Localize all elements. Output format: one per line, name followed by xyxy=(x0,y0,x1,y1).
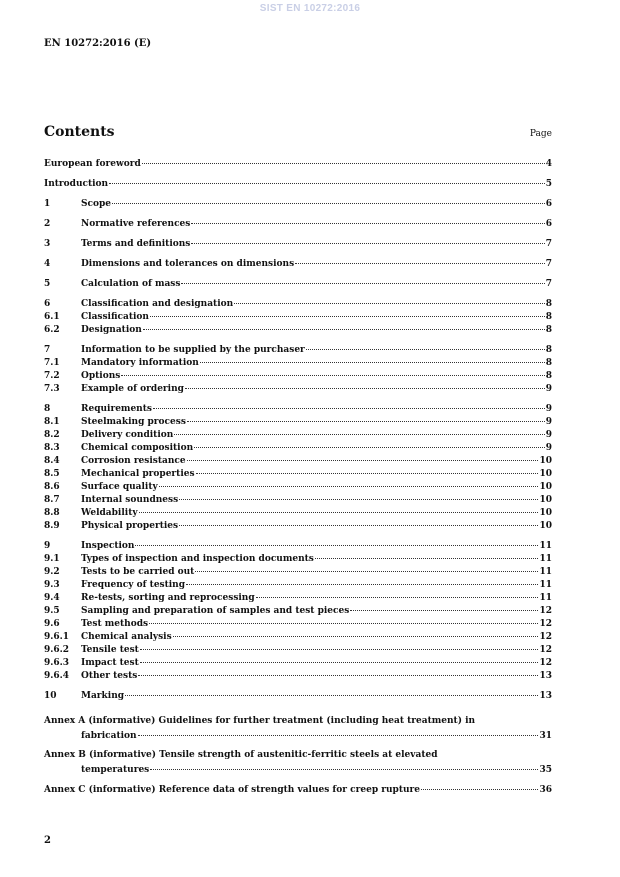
toc-leader-dots xyxy=(187,451,539,461)
toc-entry-title: Dimensions and tolerances on dimensions xyxy=(81,259,295,269)
toc-entry-number: 7.1 xyxy=(44,358,60,368)
toc-entry-page: 9 xyxy=(545,430,552,440)
toc-leader-dots xyxy=(421,780,538,790)
toc-entry-title: Normative references xyxy=(81,219,191,229)
toc-leader-dots xyxy=(150,307,545,317)
toc-entry-title: Classification and designation xyxy=(81,299,234,309)
toc-entry-title: Chemical analysis xyxy=(81,632,172,642)
annex-page: 35 xyxy=(539,765,552,775)
toc-entry-page: 8 xyxy=(545,299,552,309)
toc-leader-dots xyxy=(138,666,538,676)
toc-entry[interactable] xyxy=(44,381,552,394)
toc-entry-title: Options xyxy=(81,371,121,381)
toc-entry-number: 4 xyxy=(44,259,51,269)
toc-entry-page: 6 xyxy=(545,199,552,209)
toc-leader-dots xyxy=(194,438,545,448)
toc-entry-number: 9.4 xyxy=(44,593,60,603)
toc-leader-dots xyxy=(159,477,539,487)
toc-entry-title: Corrosion resistance xyxy=(81,456,186,466)
toc-entry-number: 8.3 xyxy=(44,443,60,453)
toc-entry-title: Mandatory information xyxy=(81,358,199,368)
toc-entry-page: 12 xyxy=(539,632,552,642)
toc-entry-page: 9 xyxy=(545,384,552,394)
toc-entry-title: Other tests xyxy=(81,671,138,681)
toc-entry-title: Types of inspection and inspection documents xyxy=(81,554,314,564)
toc-entry-page: 8 xyxy=(545,345,552,355)
toc-entry-number: 1 xyxy=(44,199,51,209)
toc-entry-number: 10 xyxy=(44,691,57,701)
toc-leader-dots xyxy=(191,214,544,224)
toc-entry-number: 8.1 xyxy=(44,417,60,427)
toc-entry-number: 7.2 xyxy=(44,371,60,381)
toc-entry-page: 13 xyxy=(539,691,552,701)
toc-leader-dots xyxy=(135,536,538,546)
toc-entry[interactable] xyxy=(44,518,552,531)
toc-leader-dots xyxy=(196,464,539,474)
toc-entry-number: 9 xyxy=(44,541,51,551)
toc-entry-number: 8.7 xyxy=(44,495,60,505)
toc-leader-dots xyxy=(179,516,538,526)
toc-leader-dots xyxy=(150,760,538,770)
annex-entry[interactable] xyxy=(44,782,552,795)
document-id: EN 10272:2016 (E) xyxy=(44,38,152,49)
toc-entry-title: Designation xyxy=(81,325,142,335)
annex-entry[interactable] xyxy=(44,728,552,741)
toc-entry-page: 9 xyxy=(545,417,552,427)
toc-entry-title: Introduction xyxy=(44,179,109,189)
toc-leader-dots xyxy=(256,588,539,598)
toc-entry-number: 8.9 xyxy=(44,521,60,531)
toc-leader-dots xyxy=(200,353,545,363)
toc-entry[interactable] xyxy=(44,668,552,681)
toc-leader-dots xyxy=(186,575,538,585)
toc-entry-number: 6.2 xyxy=(44,325,60,335)
toc-leader-dots xyxy=(140,640,539,650)
toc-entry-page: 5 xyxy=(545,179,552,189)
toc-entry-number: 7.3 xyxy=(44,384,60,394)
watermark: SIST EN 10272:2016 xyxy=(259,3,361,14)
toc-entry-title: Requirements xyxy=(81,404,152,414)
toc-entry-page: 10 xyxy=(539,508,552,518)
toc-entry-title: Scope xyxy=(81,199,112,209)
toc-leader-dots xyxy=(173,627,539,637)
toc-leader-dots xyxy=(306,340,545,350)
toc-entry-page: 11 xyxy=(539,593,552,603)
page-number: 2 xyxy=(44,835,51,846)
toc-entry-number: 9.6 xyxy=(44,619,60,629)
contents-title: Contents xyxy=(44,124,115,140)
toc-entry-page: 9 xyxy=(545,443,552,453)
toc-leader-dots xyxy=(138,726,539,736)
annex-page: 31 xyxy=(539,731,552,741)
toc-entry-number: 9.5 xyxy=(44,606,60,616)
toc-entry-number: 6 xyxy=(44,299,51,309)
toc-entry-title: Example of ordering xyxy=(81,384,184,394)
toc-entry[interactable] xyxy=(44,176,552,189)
toc-entry-page: 8 xyxy=(545,371,552,381)
toc-entry-number: 9.6.2 xyxy=(44,645,70,655)
toc-entry-page: 8 xyxy=(545,358,552,368)
toc-entry-title: Delivery condition xyxy=(81,430,174,440)
toc-entry-number: 8.6 xyxy=(44,482,60,492)
toc-entry-page: 10 xyxy=(539,521,552,531)
toc-entry-title: Steelmaking process xyxy=(81,417,186,427)
toc-entry-page: 7 xyxy=(545,279,552,289)
toc-leader-dots xyxy=(174,425,544,435)
toc-entry-page: 6 xyxy=(545,219,552,229)
toc-entry-page: 10 xyxy=(539,456,552,466)
toc-leader-dots xyxy=(142,154,545,164)
toc-entry-title: Terms and definitions xyxy=(81,239,191,249)
toc-leader-dots xyxy=(149,614,538,624)
toc-entry-page: 11 xyxy=(539,580,552,590)
toc-entry-page: 10 xyxy=(539,482,552,492)
toc-leader-dots xyxy=(139,503,539,513)
toc-entry-page: 10 xyxy=(539,495,552,505)
toc-leader-dots xyxy=(195,562,538,572)
toc-leader-dots xyxy=(295,254,545,264)
toc-entry-number: 5 xyxy=(44,279,51,289)
toc-leader-dots xyxy=(187,412,545,422)
annex-title-line: Annex A (informative) Guidelines for further treatment (including heat treatment) in xyxy=(44,716,476,726)
toc-entry[interactable] xyxy=(44,688,552,701)
toc-entry-page: 11 xyxy=(539,567,552,577)
toc-entry-number: 9.6.1 xyxy=(44,632,70,642)
toc-entry-title: Marking xyxy=(81,691,125,701)
toc-leader-dots xyxy=(140,653,539,663)
toc-entry-page: 7 xyxy=(545,259,552,269)
toc-entry[interactable] xyxy=(44,156,552,169)
toc-entry-number: 8.4 xyxy=(44,456,60,466)
toc-entry-page: 12 xyxy=(539,606,552,616)
toc-leader-dots xyxy=(143,320,545,330)
annex-entry[interactable] xyxy=(44,762,552,775)
toc-leader-dots xyxy=(109,174,545,184)
toc-entry-title: Physical properties xyxy=(81,521,179,531)
toc-entry[interactable] xyxy=(44,196,552,209)
toc-entry-page: 7 xyxy=(545,239,552,249)
annex-page: 36 xyxy=(539,785,552,795)
toc-entry-title: Information to be supplied by the purchaser xyxy=(81,345,305,355)
toc-entry-title: Test methods xyxy=(81,619,149,629)
annex-title: fabrication xyxy=(81,731,137,741)
toc-leader-dots xyxy=(112,194,545,204)
toc-entry-page: 11 xyxy=(539,554,552,564)
toc-entry-number: 8.5 xyxy=(44,469,60,479)
toc-entry-page: 12 xyxy=(539,619,552,629)
toc-entry-title: Calculation of mass xyxy=(81,279,181,289)
toc-entry-page: 11 xyxy=(539,541,552,551)
toc-leader-dots xyxy=(191,234,544,244)
toc-leader-dots xyxy=(153,399,545,409)
toc-entry-title: Chemical composition xyxy=(81,443,194,453)
toc-leader-dots xyxy=(121,366,544,376)
toc-entry-page: 12 xyxy=(539,658,552,668)
toc-entry-title: Classification xyxy=(81,312,149,322)
toc-leader-dots xyxy=(181,274,544,284)
toc-entry-title: Surface quality xyxy=(81,482,158,492)
toc-entry-title: Weldability xyxy=(81,508,138,518)
toc-entry-number: 7 xyxy=(44,345,51,355)
toc-entry-number: 9.3 xyxy=(44,580,60,590)
annex-title: temperatures xyxy=(81,765,150,775)
toc-entry-number: 8.8 xyxy=(44,508,60,518)
toc-entry-page: 8 xyxy=(545,325,552,335)
toc-entry-page: 9 xyxy=(545,404,552,414)
toc-entry-page: 10 xyxy=(539,469,552,479)
toc-entry-page: 8 xyxy=(545,312,552,322)
toc-entry-title: Re-tests, sorting and reprocessing xyxy=(81,593,255,603)
toc-leader-dots xyxy=(125,686,538,696)
toc-entry-page: 12 xyxy=(539,645,552,655)
toc-entry-page: 13 xyxy=(539,671,552,681)
toc-leader-dots xyxy=(350,601,538,611)
toc-leader-dots xyxy=(185,379,545,389)
toc-leader-dots xyxy=(234,294,545,304)
toc-entry-number: 9.6.3 xyxy=(44,658,70,668)
toc-entry[interactable] xyxy=(44,276,552,289)
toc-entry-number: 9.2 xyxy=(44,567,60,577)
toc-entry-title: Internal soundness xyxy=(81,495,179,505)
toc-entry-number: 3 xyxy=(44,239,51,249)
toc-entry-title: Inspection xyxy=(81,541,135,551)
toc-entry-number: 6.1 xyxy=(44,312,60,322)
annex-title: Annex C (informative) Reference data of strength values for creep rupture xyxy=(44,785,421,795)
toc-entry-title: Tensile test xyxy=(81,645,139,655)
toc-entry-title: Tests to be carried out xyxy=(81,567,195,577)
toc-entry[interactable] xyxy=(44,216,552,229)
toc-entry-number: 9.1 xyxy=(44,554,60,564)
toc-entry-title: European foreword xyxy=(44,159,141,169)
toc-entry-title: Frequency of testing xyxy=(81,580,186,590)
toc-entry-title: Sampling and preparation of samples and test pieces xyxy=(81,606,350,616)
annex-title-line: Annex B (informative) Tensile strength of austenitic-ferritic steels at elevated xyxy=(44,750,438,760)
page-column-header: Page xyxy=(529,129,552,139)
toc-entry-number: 2 xyxy=(44,219,51,229)
toc-entry-number: 8.2 xyxy=(44,430,60,440)
toc-entry[interactable] xyxy=(44,256,552,269)
toc-entry[interactable] xyxy=(44,322,552,335)
toc-entry-number: 9.6.4 xyxy=(44,671,70,681)
toc-entry-title: Impact test xyxy=(81,658,139,668)
toc-entry[interactable] xyxy=(44,236,552,249)
toc-entry-title: Mechanical properties xyxy=(81,469,195,479)
toc-leader-dots xyxy=(315,549,539,559)
toc-leader-dots xyxy=(179,490,538,500)
toc-entry-page: 4 xyxy=(545,159,552,169)
toc-entry-number: 8 xyxy=(44,404,51,414)
